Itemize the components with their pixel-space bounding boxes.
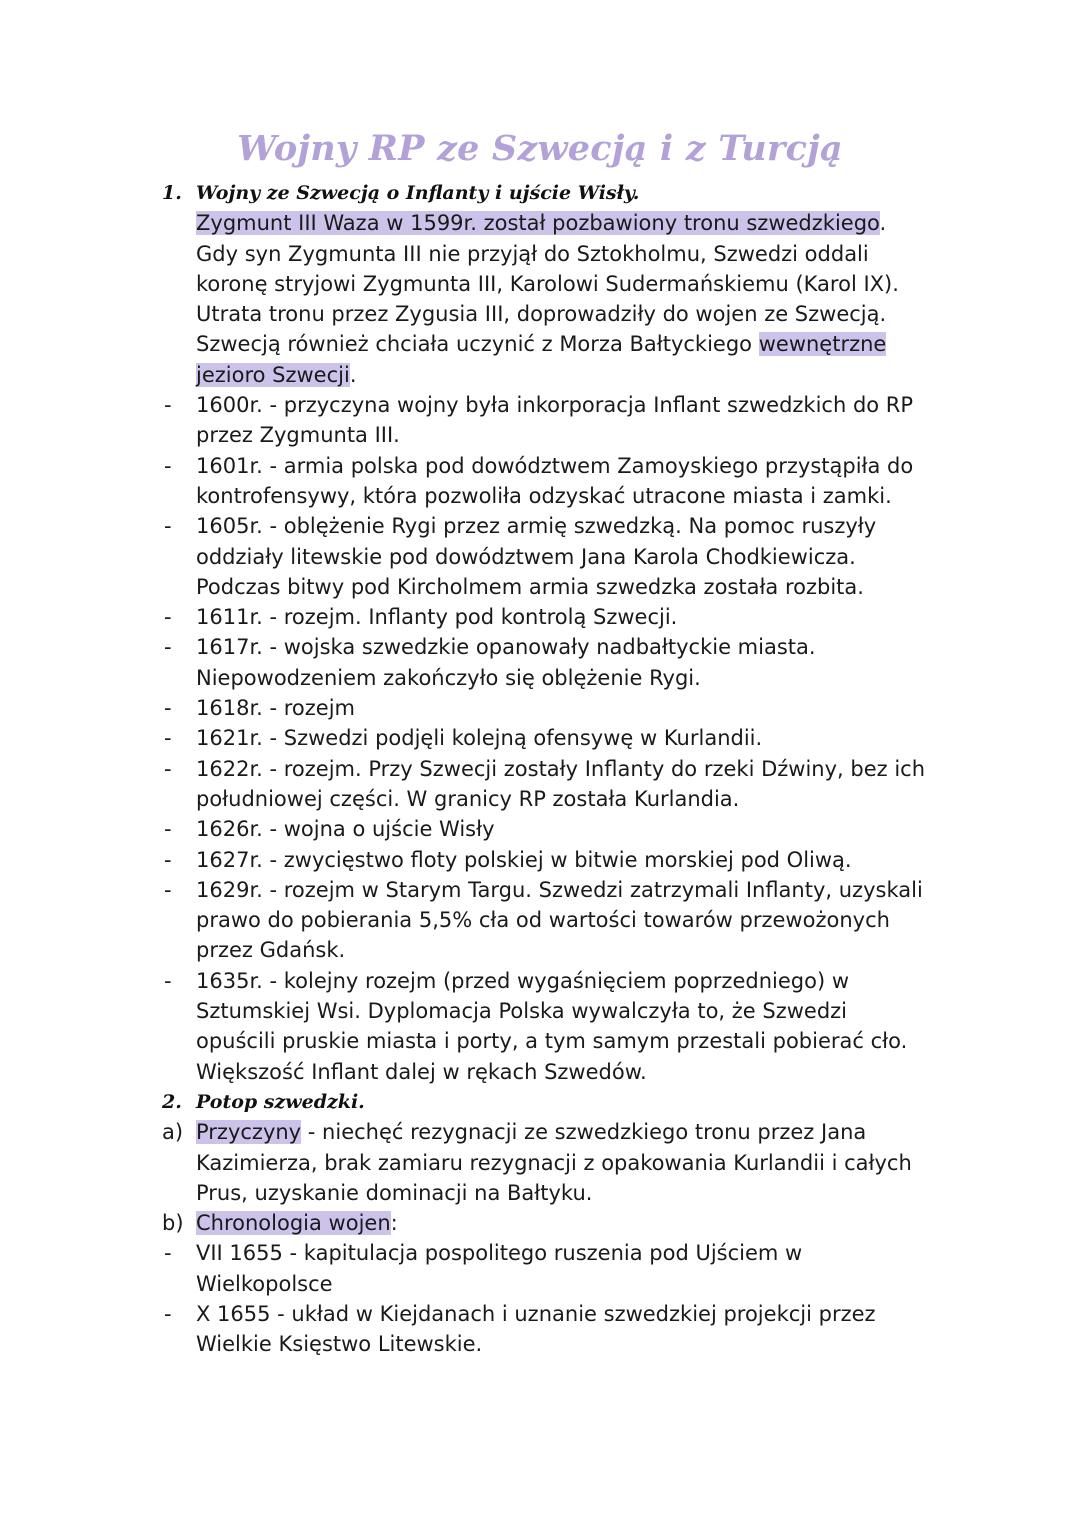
bullet-item: [0, 451, 1080, 481]
bullet-item-continuation: [0, 481, 1080, 511]
subsection-a-line: [0, 1148, 1080, 1178]
intro-line: [0, 208, 1080, 238]
bullet-text: 1611r. - rozejm. Inflanty pod kontrolą Szwecji.: [196, 605, 678, 630]
bullet-text: prawo do pobierania 5,5% cła od wartości towarów przewożonych: [196, 908, 890, 933]
section-1-heading-line: [0, 178, 1080, 208]
highlighted-text: jezioro Szwecji: [196, 362, 350, 387]
notes-content: [0, 178, 1080, 1360]
highlighted-text: Przyczyny: [196, 1120, 302, 1145]
bullet-item: [0, 814, 1080, 844]
bullet-text: 1617r. - wojska szwedzkie opanowały nadbałtyckie miasta.: [196, 635, 816, 660]
subsection-a-rest: - niechęć rezygnacji ze szwedzkiego tronu przez Jana: [301, 1120, 867, 1145]
subsection-a-text: Kazimierza, brak zamiaru rezygnacji z opakowania Kurlandii i całych: [196, 1150, 912, 1175]
intro-text-part: Szwecją również chciała uczynić z Morza Bałtyckiego: [196, 332, 759, 357]
bullet-text: południowej części. W granicy RP została Kurlandia.: [196, 786, 740, 811]
bullet-item-continuation: [0, 572, 1080, 602]
subsection-a-line: [0, 1178, 1080, 1208]
subsection-b-rest: :: [390, 1211, 398, 1236]
intro-line: [0, 360, 1080, 390]
bullet-item-continuation: [0, 905, 1080, 935]
intro-text: Utrata tronu przez Zygusia III, doprowadziły do wojen ze Szwecją.: [196, 302, 887, 327]
dash-bullet: -: [164, 726, 172, 751]
subsection-b-marker: b): [162, 1211, 184, 1236]
bullet-item: [0, 390, 1080, 420]
bullet-item-continuation: [0, 663, 1080, 693]
intro-line: [0, 329, 1080, 359]
bullet-text: Wielkopolsce: [196, 1271, 333, 1296]
dash-bullet: -: [164, 635, 172, 660]
dash-bullet: -: [164, 968, 172, 993]
bullet-text: 1622r. - rozejm. Przy Szwecji zostały Inflanty do rzeki Dźwiny, bez ich: [196, 756, 926, 781]
bullet-item-continuation: [0, 1269, 1080, 1299]
bullet-item-continuation: [0, 935, 1080, 965]
bullet-item: [0, 1238, 1080, 1268]
dash-bullet: -: [164, 605, 172, 630]
bullet-text: 1605r. - oblężenie Rygi przez armię szwedzką. Na pomoc ruszyły: [196, 514, 877, 539]
subsection-b-line: [0, 1208, 1080, 1238]
bullet-text: przez Zygmunta III.: [196, 423, 400, 448]
intro-text-part: .: [879, 211, 887, 236]
bullet-item-continuation: [0, 1026, 1080, 1056]
bullet-item: [0, 693, 1080, 723]
dash-bullet: -: [164, 847, 172, 872]
bullet-text: opuścili pruskie miasta i porty, a tym samym przestali pobierać cło.: [196, 1029, 908, 1054]
intro-text: Gdy syn Zygmunta III nie przyjął do Sztokholmu, Szwedzi oddali: [196, 241, 869, 266]
bullet-text: X 1655 - układ w Kiejdanach i uznanie szwedzkiej projekcji przez: [196, 1301, 876, 1326]
dash-bullet: -: [164, 877, 172, 902]
bullet-item-continuation: [0, 1329, 1080, 1359]
bullet-item: [0, 754, 1080, 784]
bullet-text: 1627r. - zwycięstwo floty polskiej w bitwie morskiej pod Oliwą.: [196, 847, 852, 872]
intro-line: [0, 299, 1080, 329]
bullet-text: 1618r. - rozejm: [196, 696, 356, 721]
dash-bullet: -: [164, 1301, 172, 1326]
section-1-heading: Wojny ze Szwecją o Inflanty i ujście Wisły.: [196, 182, 640, 204]
subsection-a-line: [0, 1117, 1080, 1147]
dash-bullet: -: [164, 393, 172, 418]
bullet-item: [0, 602, 1080, 632]
bullet-text: 1601r. - armia polska pod dowództwem Zamoyskiego przystąpiła do: [196, 453, 914, 478]
subsection-a-marker: a): [162, 1120, 184, 1145]
bullet-text: Większość Inflant dalej w rękach Szwedów.: [196, 1059, 647, 1084]
section-2-number: 2.: [162, 1090, 182, 1113]
dash-bullet: -: [164, 1241, 172, 1266]
intro-text-part: .: [349, 362, 357, 387]
bullet-text: 1635r. - kolejny rozejm (przed wygaśnięciem poprzedniego) w: [196, 968, 849, 993]
bullet-text: 1621r. - Szwedzi podjęli kolejną ofensywę w Kurlandii.: [196, 726, 763, 751]
subsection-a-text: [196, 1117, 866, 1147]
bullet-item-continuation: [0, 784, 1080, 814]
bullet-item-continuation: [0, 542, 1080, 572]
bullet-text: Wielkie Księstwo Litewskie.: [196, 1332, 483, 1357]
highlighted-text: Zygmunt III Waza w 1599r. został pozbawiony tronu szwedzkiego: [196, 211, 880, 236]
bullet-item: [0, 511, 1080, 541]
bullet-item-continuation: [0, 1057, 1080, 1087]
intro-text: [196, 360, 357, 390]
dash-bullet: -: [164, 756, 172, 781]
bullet-item: [0, 845, 1080, 875]
bullet-item: [0, 875, 1080, 905]
bullet-text: przez Gdańsk.: [196, 938, 346, 963]
bullet-item-continuation: [0, 996, 1080, 1026]
section-1-timeline: [0, 390, 1080, 1087]
section-2-heading-line: [0, 1087, 1080, 1117]
bullet-item: [0, 966, 1080, 996]
dash-bullet: -: [164, 817, 172, 842]
bullet-item: [0, 632, 1080, 662]
section-2-heading: Potop szwedzki.: [196, 1090, 365, 1113]
bullet-text: Podczas bitwy pod Kircholmem armia szwedzka została rozbita.: [196, 574, 864, 599]
bullet-text: 1600r. - przyczyna wojny była inkorporacja Inflant szwedzkich do RP: [196, 393, 914, 418]
section-2-timeline: [0, 1238, 1080, 1359]
bullet-text: kontrofensywy, która pozwoliła odzyskać utracone miasta i zamki.: [196, 483, 892, 508]
section-1-number: 1.: [162, 182, 182, 204]
bullet-text: Niepowodzeniem zakończyło się oblężenie Rygi.: [196, 665, 701, 690]
bullet-text: VII 1655 - kapitulacja pospolitego ruszenia pod Ujściem w: [196, 1241, 803, 1266]
bullet-text: oddziały litewskie pod dowództwem Jana Karola Chodkiewicza.: [196, 544, 856, 569]
subsection-b-text: [196, 1208, 398, 1238]
highlighted-text: Chronologia wojen: [196, 1211, 391, 1236]
page-title: Wojny RP ze Szwecją i z Turcją: [237, 128, 843, 169]
bullet-item: [0, 723, 1080, 753]
intro-text: [196, 329, 886, 359]
intro-line: [0, 239, 1080, 269]
dash-bullet: -: [164, 453, 172, 478]
intro-line: [0, 269, 1080, 299]
dash-bullet: -: [164, 514, 172, 539]
subsection-a-text: Prus, uzyskanie dominacji na Bałtyku.: [196, 1180, 593, 1205]
bullet-text: 1629r. - rozejm w Starym Targu. Szwedzi zatrzymali Inflanty, uzyskali: [196, 877, 923, 902]
bullet-item: [0, 1299, 1080, 1329]
intro-text: [196, 208, 886, 238]
bullet-item-continuation: [0, 420, 1080, 450]
dash-bullet: -: [164, 696, 172, 721]
bullet-text: Sztumskiej Wsi. Dyplomacja Polska wywalczyła to, że Szwedzi: [196, 999, 848, 1024]
intro-text: koronę stryjowi Zygmunta III, Karolowi Sudermańskiemu (Karol IX).: [196, 271, 899, 296]
bullet-text: 1626r. - wojna o ujście Wisły: [196, 817, 495, 842]
highlighted-text: wewnętrzne: [758, 332, 887, 357]
